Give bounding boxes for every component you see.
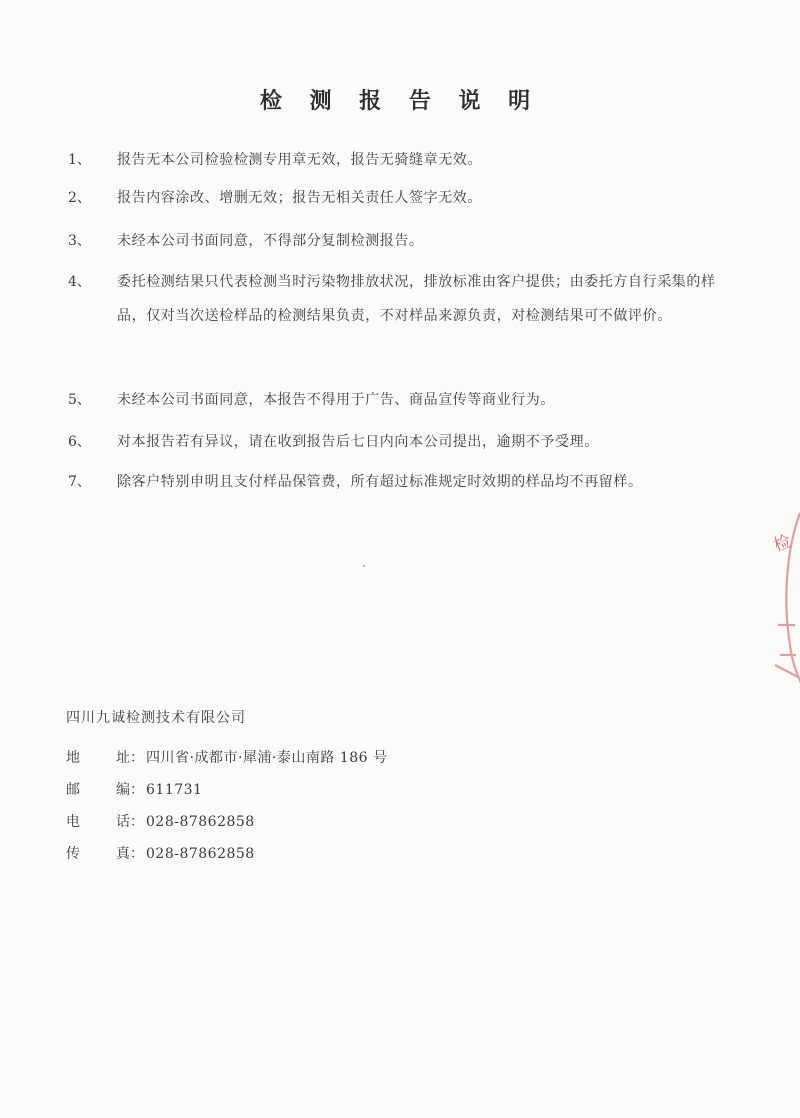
contact-separator: ： [130, 846, 144, 862]
company-name: 四川九诚检测技术有限公司 [66, 710, 246, 726]
contact-key-part1: 传 [66, 846, 80, 862]
contact-key-part2: 编 [116, 782, 130, 798]
contact-separator: ： [130, 782, 144, 798]
item-text: 除客户特别申明且支付样品保管费，所有超过标准规定时效期的样品均不再留样。 [117, 474, 643, 490]
ink-dot [363, 565, 365, 567]
item-text: 未经本公司书面同意，本报告不得用于广告、商品宣传等商业行为。 [117, 392, 555, 408]
item-number: 3、 [68, 233, 91, 249]
item-number: 4、 [68, 274, 91, 290]
item-number: 1、 [68, 152, 91, 168]
item-text: 对本报告若有异议，请在收到报告后七日内向本公司提出，逾期不予受理。 [117, 434, 599, 450]
contact-value: 028-87862858 [146, 814, 255, 830]
contact-value: 611731 [146, 782, 203, 798]
page-title: 检 测 报 告 说 明 [259, 88, 541, 114]
contact-value: 四川省·成都市·犀浦·泰山南路 186 号 [146, 750, 388, 766]
contact-separator: ： [130, 750, 144, 766]
item-number: 5、 [68, 392, 91, 408]
seal-stamp-text: 检 [770, 531, 794, 557]
contact-key-part1: 地 [66, 750, 80, 766]
item-number: 2、 [68, 190, 91, 206]
contact-key-part2: 址 [116, 750, 130, 766]
contact-value: 028-87862858 [146, 846, 255, 862]
item-text: 未经本公司书面同意，不得部分复制检测报告。 [117, 233, 424, 249]
item-text: 报告内容涂改、增删无效；报告无相关责任人签字无效。 [117, 190, 482, 206]
contact-key-part2: 话 [116, 814, 130, 830]
contact-phone [66, 810, 566, 834]
item-number: 7、 [68, 474, 91, 490]
contact-address [66, 746, 566, 770]
item-text: 委托检测结果只代表检测当时污染物排放状况，排放标准由客户提供；由委托方自行采集的样品，仅对当次送检样品的检测结果负责，不对样品来源负责，对检测结果可不做评价。 [117, 274, 716, 324]
contact-key-part1: 电 [66, 814, 80, 830]
contact-key-part2: 真 [116, 846, 130, 862]
item-number: 6、 [68, 434, 91, 450]
item-text: 报告无本公司检验检测专用章无效，报告无骑缝章无效。 [117, 152, 482, 168]
contact-separator: ： [130, 814, 144, 830]
contact-key-part1: 邮 [66, 782, 80, 798]
contact-fax [66, 842, 566, 866]
contact-postcode [66, 778, 566, 802]
